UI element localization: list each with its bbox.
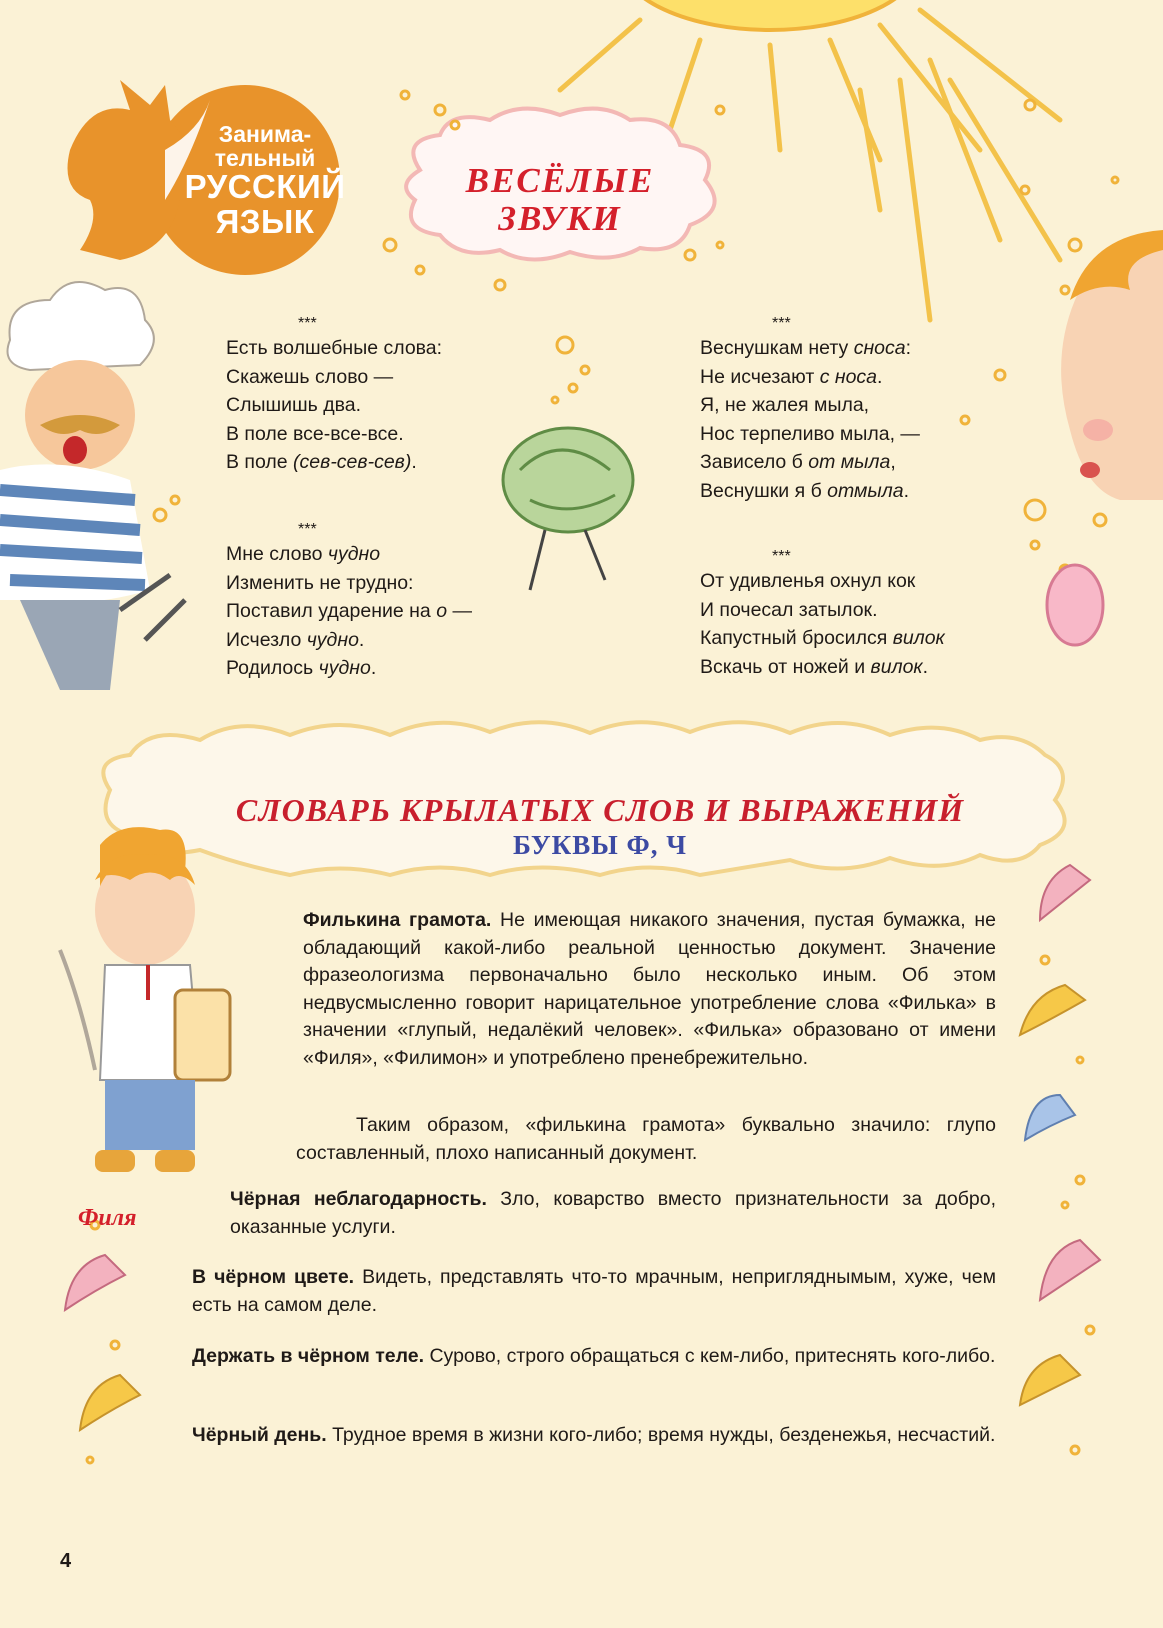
poem-line: Скажешь слово — [226,365,394,388]
title-line-2: ЗВУКИ [498,199,622,238]
entry-text: Таким образом, «филькина грамота» буквально значило: глупо составленный, плохо написанный документ. [296,1114,996,1164]
poem-line: Вскачь от ножей и вилок. [700,655,929,678]
poem-separator: *** [298,521,317,538]
poem-1 [226,314,442,477]
poem-line: Изменить не трудно: [226,571,414,594]
poem-line: Капустный бросился вилок [700,627,945,649]
poem-line: Зависело б от мыла, [700,451,896,473]
poem-separator: *** [772,315,791,332]
poem-line: И почесал затылок. [700,598,878,621]
poem-line: В поле (сев-сев-сев). [226,451,417,473]
entry-term: Чёрный день. [192,1424,327,1446]
dictionary-entry-filkina-gramota [303,907,996,1072]
poem-line: От удивленья охнул кок [700,570,916,592]
poem-3 [700,314,920,505]
dictionary-entry-derzhat-v-chernom-tele [192,1343,996,1371]
title-line-1: ВЕСЁЛЫЕ [465,161,655,200]
poem-separator: *** [772,548,791,565]
logo-line-2: тельный [214,145,316,172]
poem-line: Исчезло чудно. [226,628,365,651]
section-title-slovar: СЛОВАРЬ КРЫЛАТЫХ СЛОВ И ВЫРАЖЕНИЙ [235,792,965,828]
logo-line-4: ЯЗЫК [215,202,315,240]
entry-text: Сурово, строго обращаться с кем-либо, притеснять кого-либо. [424,1345,996,1367]
entry-text: Видеть, представлять что-то мрачным, непригляднымым, хуже, чем есть на самом деле. [192,1266,996,1316]
chef-illustration [0,282,185,690]
logo-text [175,122,355,240]
dictionary-entry-filkina-gramota-continued [296,1112,996,1167]
page-number: 4 [60,1550,72,1572]
entry-text: Трудное время в жизни кого-либо; время нужды, безденежья, несчастий. [326,1424,996,1446]
poem-line: Веснушкам нету сноса: [700,337,912,359]
poem-2 [226,520,472,683]
poem-line: Поставил ударение на о — [226,600,472,622]
cabbage-illustration [503,428,633,590]
section-title-veselye-zvuki [430,162,690,238]
poem-line: Нос терпеливо мыла, — [700,422,920,445]
dictionary-entry-chernaya-neblagodarnost [230,1186,996,1241]
poem-line: Есть волшебные слова: [226,337,443,359]
soap-illustration [1047,565,1103,645]
poem-line: Я, не жалея мыла, [700,394,870,416]
character-label-filya: Филя [78,1205,137,1231]
entry-term: Филькина грамота. [303,909,492,931]
poem-line: Веснушки я б отмыла. [700,479,910,502]
entry-text: Зло, коварство вместо признательности за добро, оказанные услуги. [230,1188,997,1238]
poem-4 [700,547,945,681]
poem-line: Слышишь два. [226,394,362,416]
poem-line: Не исчезают с носа. [700,365,883,388]
dictionary-entry-v-chernom-tsvete [192,1264,996,1319]
poem-line: Родилось чудно. [226,657,377,679]
filya-illustration [60,827,230,1172]
boy-face-illustration [1061,230,1163,500]
poem-line: В поле все-все-все. [226,422,404,445]
logo-line-1: Занима- [218,121,312,147]
entry-term: Держать в чёрном теле. [192,1345,425,1367]
entry-text: Не имеющая никакого значения, пустая бумажка, не обладающий какой-либо реальной ценностью документ. Значение фразеологизма первоначально было несколько иным. Об этом недвусмысленно говорит нарицательное употребление слова «Филька» в значении «глупый, недалёкий человек». «Филька» образовано от имени «Филя», «Филимон» и употреблено пренебрежительно. [303,909,996,1069]
dictionary-entry-cherny-den [192,1422,996,1450]
poem-line: Мне слово чудно [226,543,381,565]
section-subtitle-bukvy: БУКВЫ Ф, Ч [512,830,688,860]
entry-term: В чёрном цвете. [192,1266,355,1288]
poem-separator: *** [298,315,317,332]
logo-line-3: РУССКИЙ [184,168,346,206]
entry-term: Чёрная неблагодарность. [230,1188,487,1210]
